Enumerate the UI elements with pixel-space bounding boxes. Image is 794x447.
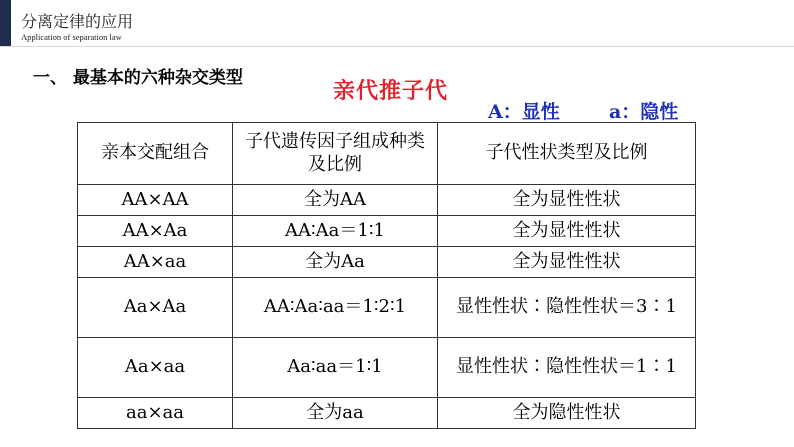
table-row [78,398,696,429]
cell-genotype: AA∶Aa∶aa＝1∶2∶1 [233,278,438,338]
table-row [78,338,696,398]
cross-types-table [77,122,696,429]
cell-phenotype: 全为显性性状 [438,185,696,216]
cell-phenotype: 全为显性性状 [438,247,696,278]
cell-genotype: Aa∶aa＝1∶1 [233,338,438,398]
table-row [78,247,696,278]
header-offspring-phenotype: 子代性状类型及比例 [438,123,696,185]
legend-recessive: a：隐性 [609,101,679,123]
cell-parent-cross: AA×Aa [78,216,233,247]
cell-parent-cross: Aa×Aa [78,278,233,338]
cell-genotype: 全为Aa [233,247,438,278]
table-row [78,216,696,247]
cell-parent-cross: Aa×aa [78,338,233,398]
cell-phenotype: 全为隐性性状 [438,398,696,429]
cell-phenotype: 显性性状∶隐性性状＝1∶1 [438,338,696,398]
cell-phenotype: 全为显性性状 [438,216,696,247]
page-subtitle-en: Application of separation law [21,32,122,42]
cell-parent-cross: aa×aa [78,398,233,429]
legend-dominant: A：显性 [488,101,560,123]
table-header-row [78,123,696,185]
header-parent-cross: 亲本交配组合 [78,123,233,185]
page-title: 分离定律的应用 [21,12,134,31]
cell-genotype: AA∶Aa＝1∶1 [233,216,438,247]
header-divider [0,46,794,47]
red-subtitle: 亲代推子代 [333,78,449,104]
table-row [78,278,696,338]
header-offspring-genotype: 子代遗传因子组成种类及比例 [233,123,438,185]
header-accent-bar [0,0,11,46]
section-heading: 一、 最基本的六种杂交类型 [33,68,243,88]
cell-phenotype: 显性性状∶隐性性状＝3∶1 [438,278,696,338]
cell-parent-cross: AA×AA [78,185,233,216]
cell-parent-cross: AA×aa [78,247,233,278]
cell-genotype: 全为aa [233,398,438,429]
table-row [78,185,696,216]
cell-genotype: 全为AA [233,185,438,216]
